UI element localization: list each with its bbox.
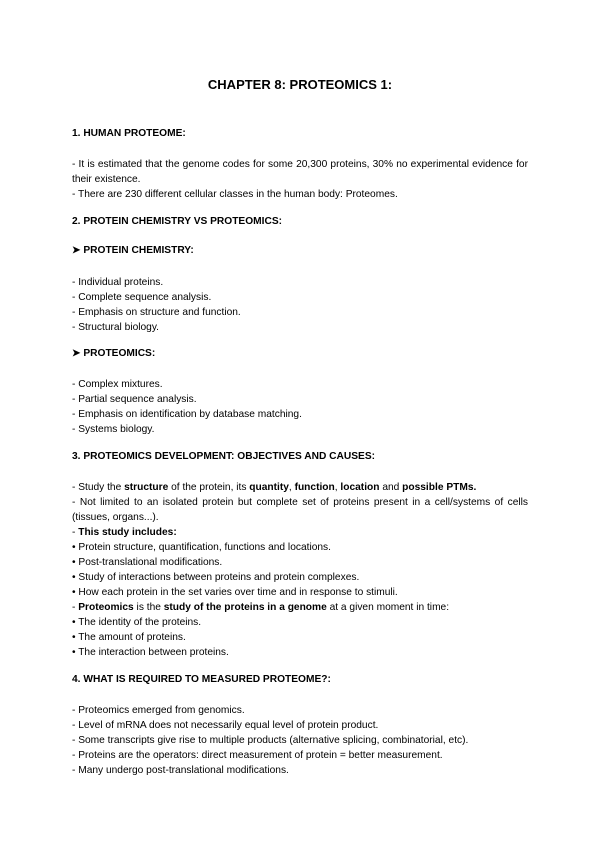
section-1-paragraph-1: - It is estimated that the genome codes for some 20,300 proteins, 30% no experimental evidence for their existence. [72, 159, 528, 185]
section-3-line-2: - Not limited to an isolated protein but complete set of proteins present in a cell/systems of cells (tissues, organs...). [72, 497, 528, 523]
chapter-title: CHAPTER 8: PROTEOMICS 1: [207, 77, 393, 92]
list-item: - Emphasis on identification by database matching. [72, 409, 302, 420]
section-3-line-4: - Proteomics is the study of the proteins in a genome at a given moment in time: [72, 602, 450, 613]
list-item: • The amount of proteins. [72, 632, 186, 643]
list-item: - Some transcripts give rise to multiple products (alternative splicing, combinatorial, etc). [72, 735, 469, 746]
list-item: - Individual proteins. [72, 277, 164, 288]
list-item: • How each protein in the set varies over time and in response to stimuli. [72, 587, 398, 598]
list-item: - Many undergo post-translational modifications. [72, 765, 289, 776]
proteomics-subheading: ➤ PROTEOMICS: [72, 348, 156, 359]
list-item: - Systems biology. [72, 424, 155, 435]
list-item: • The interaction between proteins. [72, 647, 229, 658]
section-1-heading: 1. HUMAN PROTEOME: [72, 128, 186, 139]
list-item: - Proteins are the operators: direct measurement of protein = better measurement. [72, 750, 443, 761]
section-3-line-1: - Study the structure of the protein, its quantity, function, location and possible PTMs. [72, 482, 477, 493]
list-item: - Proteomics emerged from genomics. [72, 705, 245, 716]
list-item: - Complete sequence analysis. [72, 292, 212, 303]
section-3-line-3: - This study includes: [72, 527, 177, 538]
section-3-heading: 3. PROTEOMICS DEVELOPMENT: OBJECTIVES AND CAUSES: [72, 451, 376, 462]
list-item: - Complex mixtures. [72, 379, 163, 390]
protein-chemistry-subheading: ➤ PROTEIN CHEMISTRY: [72, 245, 194, 256]
section-4-heading: 4. WHAT IS REQUIRED TO MEASURED PROTEOME?: [72, 674, 331, 685]
list-item: • Study of interactions between proteins and protein complexes. [72, 572, 360, 583]
list-item: - Structural biology. [72, 322, 160, 333]
list-item: - Level of mRNA does not necessarily equal level of protein product. [72, 720, 379, 731]
section-2-heading: 2. PROTEIN CHEMISTRY VS PROTEOMICS: [72, 216, 283, 227]
list-item: • Protein structure, quantification, functions and locations. [72, 542, 331, 553]
list-item: - Emphasis on structure and function. [72, 307, 241, 318]
list-item: • Post-translational modifications. [72, 557, 223, 568]
section-1-paragraph-2: - There are 230 different cellular classes in the human body: Proteomes. [72, 189, 398, 200]
list-item: • The identity of the proteins. [72, 617, 202, 628]
list-item: - Partial sequence analysis. [72, 394, 197, 405]
